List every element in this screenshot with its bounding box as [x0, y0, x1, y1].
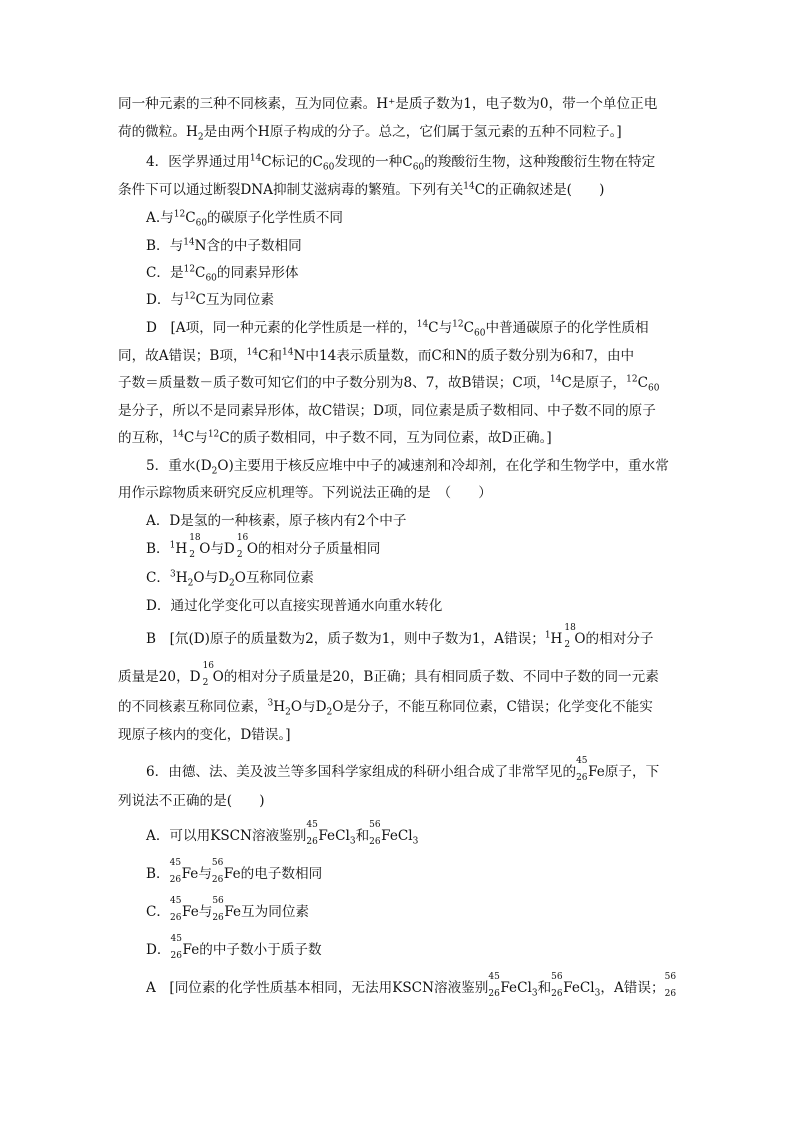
- q4-option-b: [146, 236, 706, 256]
- text: 的羧酸衍生物，这种羧酸衍生物在特定: [424, 154, 656, 170]
- atomic-number: 26: [369, 836, 381, 847]
- subscript: 2: [228, 578, 235, 589]
- q6-option-a: [146, 819, 706, 847]
- mass-number: 45: [169, 857, 182, 868]
- text: 4．医学界通过用: [146, 154, 250, 170]
- superscript: 1: [169, 540, 176, 551]
- text: H: [550, 631, 563, 647]
- mass-number: 45: [488, 971, 500, 982]
- text-line: [118, 122, 678, 142]
- atomic-number: 26: [306, 836, 318, 847]
- superscript: 14: [549, 374, 562, 385]
- nuclide-index: [170, 895, 182, 923]
- text: O与D: [199, 541, 235, 557]
- text: D．与: [146, 292, 185, 308]
- mass-number: 45: [306, 819, 318, 830]
- subscript: 3: [349, 836, 356, 847]
- mass-number: 56: [664, 971, 677, 982]
- subscript: 2: [189, 549, 195, 560]
- q4-answer-line3: [118, 373, 678, 393]
- text: C标记的C: [261, 154, 323, 170]
- question-5-stem-line2: [118, 483, 678, 503]
- subscript: 2: [285, 707, 291, 718]
- text: Fe与: [181, 866, 212, 882]
- superscript: 14: [249, 153, 262, 164]
- superscript: 3: [170, 569, 176, 580]
- text: H: [273, 699, 286, 715]
- text: O的相对分子: [574, 631, 654, 647]
- text: O)主要用于核反应堆中中子的减速剂和冷却剂，在化学和生物学中，重水常: [217, 458, 669, 474]
- text: C与: [183, 430, 208, 446]
- q6-option-d: [146, 933, 706, 961]
- text: C与: [428, 320, 453, 336]
- q5-option-b: [146, 532, 706, 560]
- text: C的质子数相同，中子数不同，互为同位素，故D正确。]: [219, 430, 552, 446]
- superscript: 14: [463, 181, 475, 192]
- text: C互为同位素: [195, 292, 274, 308]
- nuclide-index: [306, 819, 318, 847]
- text: 的碳原子化学性质不同: [207, 210, 343, 226]
- text: 和: [537, 980, 552, 996]
- subscript: 3: [412, 836, 419, 847]
- atomic-number: 26: [576, 772, 588, 783]
- superscript: 12: [452, 319, 464, 330]
- q4-answer-line2: [118, 346, 678, 366]
- mass-number: 18: [189, 532, 201, 543]
- text: 列说法不正确的是( ): [118, 793, 265, 809]
- nuclide-index: [169, 857, 182, 885]
- text: O互称同位素: [234, 570, 314, 586]
- mass-number: 45: [170, 895, 182, 906]
- subscript: 3: [531, 988, 538, 999]
- text: O是分子，不能互称同位素，C错误；化学变化不能实: [332, 699, 653, 715]
- text: 中普通碳原子的化学性质相: [485, 320, 649, 336]
- text: Fe与: [182, 904, 213, 920]
- text: C是原子，: [561, 375, 627, 391]
- text: B．: [146, 866, 170, 882]
- stacked-index: [201, 660, 215, 688]
- subscript: 60: [474, 328, 486, 339]
- text: 现原子核内的变化，D错误。]: [118, 727, 291, 743]
- subscript: 2: [197, 132, 204, 143]
- atomic-number: 26: [551, 988, 563, 999]
- superscript: 14: [246, 347, 259, 358]
- superscript: 12: [173, 209, 186, 220]
- text: B [氘(D)原子的质量数为2，质子数为1，则中子数为1，A错误；: [146, 631, 545, 647]
- superscript: 14: [172, 429, 184, 440]
- superscript: 12: [184, 291, 196, 302]
- text: A．可以用KSCN溶液鉴别: [146, 828, 307, 844]
- nuclide-index: [369, 819, 381, 847]
- q4-answer-line5: [118, 428, 678, 448]
- text-line: [118, 94, 678, 114]
- subscript: 60: [195, 218, 208, 229]
- text: ，A错误；: [600, 980, 665, 996]
- q5-option-d: [146, 596, 706, 616]
- q5-option-c: [146, 568, 706, 588]
- text: 的同素异形体: [216, 265, 299, 281]
- text: A.与: [146, 210, 174, 226]
- superscript: 12: [183, 264, 196, 275]
- text: 子数＝质量数－质子数可知它们的中子数分别为8、7，故B错误；C项，: [118, 375, 550, 391]
- text: FeCl: [563, 980, 595, 996]
- text: 的互称，: [118, 430, 173, 446]
- text: 荷的微粒。H: [118, 124, 198, 140]
- nuclide-index: [488, 971, 500, 999]
- subscript: 2: [202, 677, 209, 688]
- text: 条件下可以通过断裂DNA抑制艾滋病毒的繁殖。下列有关: [118, 182, 464, 198]
- atomic-number: 26: [170, 912, 182, 923]
- text: N含的中子数相同: [194, 238, 302, 254]
- mass-number: 56: [369, 819, 381, 830]
- text: Fe的中子数小于质子数: [182, 942, 322, 958]
- superscript: 14: [183, 237, 195, 248]
- stacked-index: [235, 532, 249, 560]
- q4-answer-line4: [118, 401, 678, 421]
- text: O与D: [193, 570, 229, 586]
- q5-answer-line3: [118, 697, 678, 717]
- text: A．D是氢的一种核素，原子核内有2个中子: [146, 513, 407, 529]
- text: FeCl: [381, 828, 413, 844]
- nuclide-index: [211, 857, 224, 885]
- subscript: 2: [326, 707, 333, 718]
- text: O的相对分子质量相同: [246, 541, 381, 557]
- subscript: 60: [412, 162, 425, 173]
- atomic-number: 26: [488, 988, 500, 999]
- superscript: 1: [544, 630, 551, 641]
- q4-option-a: [146, 208, 706, 228]
- nuclide-index: [212, 895, 224, 923]
- question-6-stem: [146, 755, 706, 783]
- text: C．是: [146, 265, 184, 281]
- q6-answer-line1: [146, 971, 706, 999]
- superscript: 14: [416, 319, 429, 330]
- text: 发现的一种C: [334, 154, 413, 170]
- text: D．: [146, 942, 171, 958]
- subscript: 2: [187, 578, 194, 589]
- mass-number: 16: [202, 660, 215, 671]
- superscript: 14: [282, 347, 294, 358]
- q5-option-a: [146, 511, 706, 531]
- superscript: 12: [626, 374, 638, 385]
- mass-number: 56: [551, 971, 563, 982]
- text: C: [463, 320, 475, 336]
- mass-number: 45: [170, 933, 182, 944]
- text: 同，故A错误；B项，: [118, 348, 247, 364]
- text: D [A项，同一种元素的化学性质是一样的，: [146, 320, 417, 336]
- question-6-stem-line2: [118, 791, 678, 811]
- text: D．通过化学变化可以直接实现普通水向重水转化: [146, 598, 443, 614]
- text: 5．重水(D: [146, 458, 212, 474]
- atomic-number: 26: [212, 912, 224, 923]
- text: O的相对分子质量是20，B正确；具有相同质子数、不同中子数的同一元素: [212, 669, 659, 685]
- superscript: 3: [267, 698, 274, 709]
- mass-number: 56: [211, 857, 224, 868]
- q4-option-d: [146, 290, 706, 310]
- text: C: [195, 265, 206, 281]
- nuclide-index: [576, 755, 588, 783]
- text: N中14表示质量数，而C和N的质子数分别为6和7，由中: [293, 348, 635, 364]
- text: 质量是20，D: [118, 669, 201, 685]
- subscript: 3: [594, 988, 601, 999]
- text: B．与: [146, 238, 184, 254]
- text: C和: [258, 348, 283, 364]
- text: 和: [355, 828, 370, 844]
- subscript: 60: [322, 162, 335, 173]
- q5-answer-line2: [118, 660, 678, 688]
- question-4-stem: [146, 152, 706, 172]
- q5-answer-line1: [146, 622, 706, 650]
- q4-answer-line1: [146, 318, 706, 338]
- q6-option-c: [146, 895, 706, 923]
- text: 同一种元素的三种不同核素，互为同位素。H⁺是质子数为1，电子数为0，带一个单位正电: [118, 96, 658, 112]
- text: 是分子，所以不是同素异形体，故C错误；D项，同位素是质子数相同、中子数不同的原子: [118, 403, 656, 419]
- text: 是由两个H原子构成的分子。总之，它们属于氢元素的五种不同粒子。]: [203, 124, 622, 140]
- q4-option-c: [146, 263, 706, 283]
- text: C: [185, 210, 196, 226]
- question-5-stem: [146, 456, 706, 476]
- text: A [同位素的化学性质基本相同，无法用KSCN溶液鉴别: [146, 980, 489, 996]
- atomic-number: 26: [169, 874, 182, 885]
- text: 的不同核素互称同位素，: [118, 699, 268, 715]
- question-4-stem-line2: [118, 180, 678, 200]
- subscript: 2: [564, 639, 571, 650]
- text: B．: [146, 541, 170, 557]
- mass-number: 56: [212, 895, 224, 906]
- text: 6．由德、法、美及波兰等多国科学家组成的科研小组合成了非常罕见的: [146, 764, 577, 780]
- text: FeCl: [500, 980, 532, 996]
- text: FeCl: [318, 828, 350, 844]
- stacked-index: [187, 532, 201, 560]
- subscript: 2: [236, 549, 243, 560]
- atomic-number: 26: [170, 950, 182, 961]
- text: Fe互为同位素: [224, 904, 310, 920]
- text: C: [637, 375, 648, 391]
- text: C的正确叙述是( ): [474, 182, 605, 198]
- mass-number: 18: [564, 622, 576, 633]
- nuclide-index: [664, 971, 677, 999]
- stacked-index: [562, 622, 576, 650]
- text: C．: [146, 904, 170, 920]
- atomic-number: 26: [211, 874, 224, 885]
- atomic-number: 26: [664, 988, 677, 999]
- nuclide-index: [170, 933, 183, 961]
- nuclide-index: [551, 971, 563, 999]
- text: H: [175, 541, 188, 557]
- q5-answer-line4: [118, 725, 678, 745]
- text: C．: [146, 570, 170, 586]
- mass-number: 16: [236, 532, 249, 543]
- text: Fe原子，下: [588, 764, 660, 780]
- text: H: [175, 570, 188, 586]
- subscript: 2: [211, 466, 218, 477]
- text: O与D: [290, 699, 327, 715]
- q6-option-b: [146, 857, 706, 885]
- mass-number: 45: [576, 755, 588, 766]
- superscript: 12: [207, 429, 220, 440]
- text: Fe的电子数相同: [223, 866, 323, 882]
- subscript: 60: [648, 383, 660, 394]
- text: 用作示踪物质来研究反应机理等。下列说法正确的是 （ ）: [118, 485, 492, 501]
- subscript: 60: [205, 273, 217, 284]
